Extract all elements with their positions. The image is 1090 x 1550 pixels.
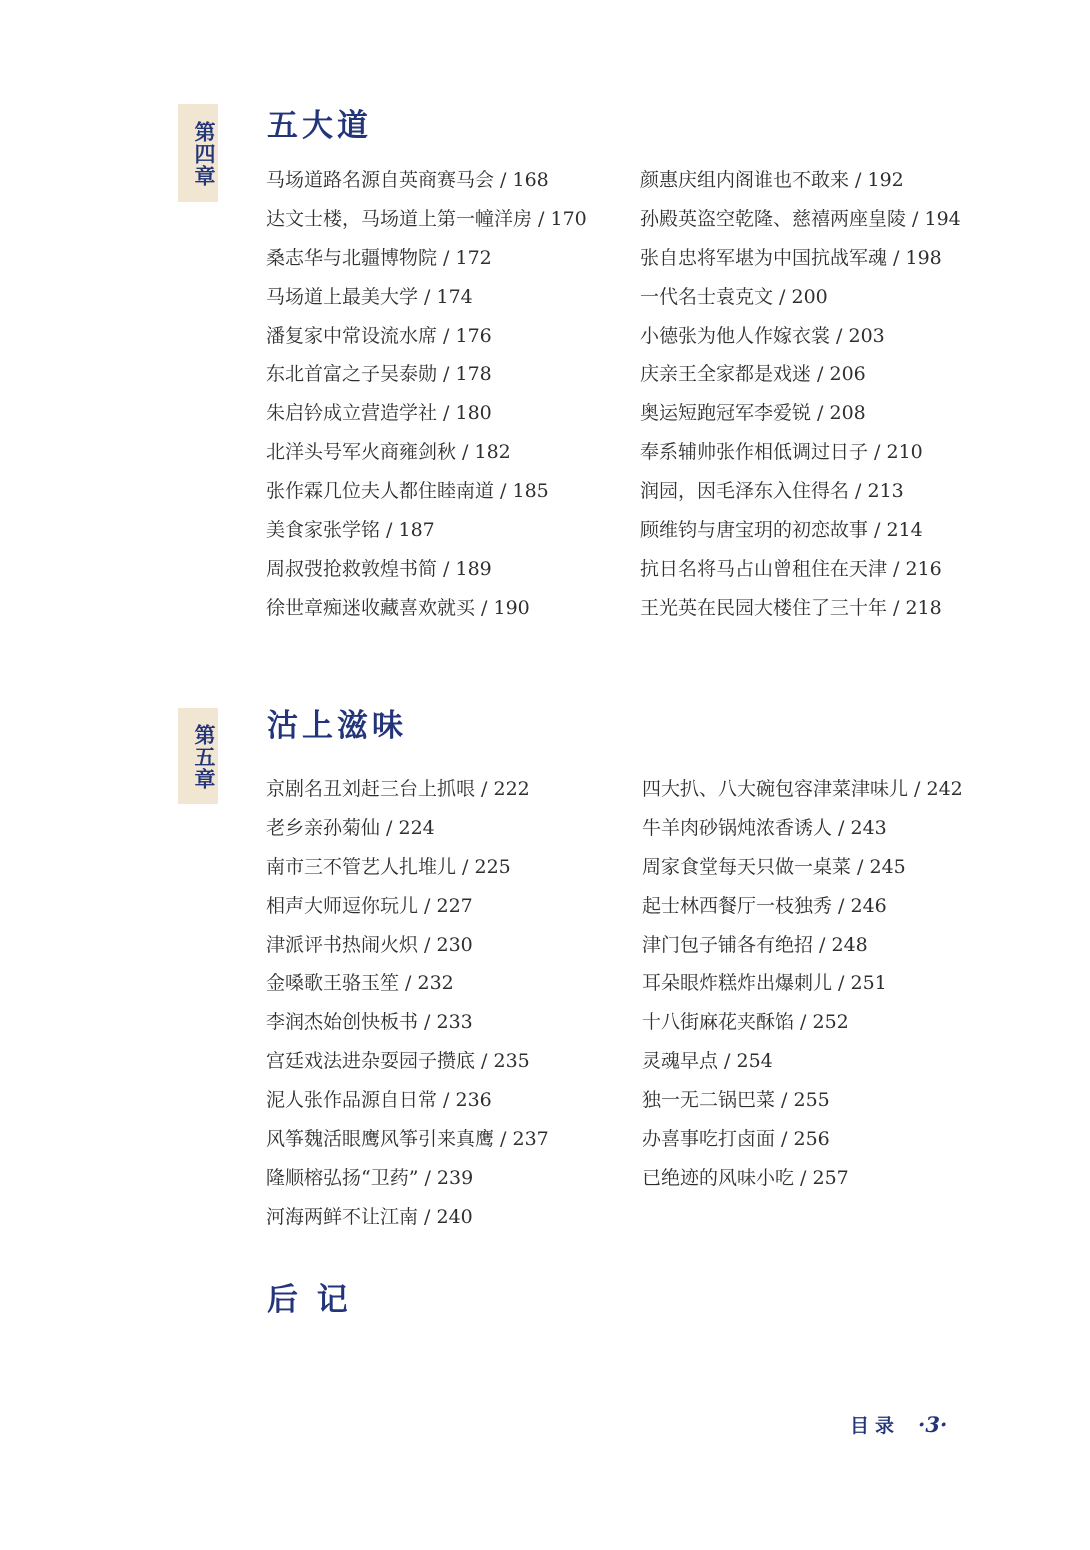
toc-entry[interactable]: 润园，因毛泽东入住得名 / 213: [640, 480, 904, 503]
footer-label: 目录: [850, 1415, 901, 1437]
toc-entry[interactable]: 奉系辅帅张作相低调过日子 / 210: [640, 441, 923, 464]
toc-entry[interactable]: 十八街麻花夹酥馅 / 252: [642, 1011, 849, 1034]
toc-entry[interactable]: 张自忠将军堪为中国抗战军魂 / 198: [640, 246, 942, 269]
toc-entry[interactable]: 马场道上最美大学 / 174: [266, 285, 473, 308]
toc-entry[interactable]: 周叔弢抢救敦煌书简 / 189: [266, 557, 492, 580]
toc-entry[interactable]: 达文士楼，马场道上第一幢洋房 / 170: [266, 207, 587, 230]
toc-entry[interactable]: 奥运短跑冠军李爱锐 / 208: [640, 402, 866, 425]
toc-entry[interactable]: 金嗓歌王骆玉笙 / 232: [266, 972, 454, 995]
toc-entry[interactable]: 徐世章痴迷收藏喜欢就买 / 190: [266, 596, 530, 619]
toc-entry[interactable]: 起士林西餐厅一枝独秀 / 246: [642, 894, 887, 917]
toc-entry[interactable]: 李润杰始创快板书 / 233: [266, 1011, 473, 1034]
toc-entry[interactable]: 津门包子铺各有绝招 / 248: [642, 933, 868, 956]
page-number: ·3·: [918, 1412, 948, 1437]
toc-entry[interactable]: 小德张为他人作嫁衣裳 / 203: [640, 324, 885, 347]
toc-entry[interactable]: 耳朵眼炸糕炸出爆刺儿 / 251: [642, 972, 887, 995]
toc-entry[interactable]: 孙殿英盗空乾隆、慈禧两座皇陵 / 194: [640, 207, 961, 230]
toc-entry[interactable]: 独一无二锅巴菜 / 255: [642, 1089, 830, 1112]
toc-entry[interactable]: 颜惠庆组内阁谁也不敢来 / 192: [640, 169, 904, 191]
chapter-5-tag: 第五章: [178, 708, 218, 804]
toc-entry[interactable]: 北洋头号军火商雍剑秋 / 182: [266, 441, 511, 464]
toc-entry[interactable]: 美食家张学铭 / 187: [266, 519, 435, 542]
toc-entry[interactable]: 风筝魏活眼鹰风筝引来真鹰 / 237: [266, 1128, 549, 1151]
toc-entry[interactable]: 潘复家中常设流水席 / 176: [266, 324, 492, 347]
toc-entry[interactable]: 张作霖几位夫人都住睦南道 / 185: [266, 480, 549, 503]
chapter-5-left-list: [266, 770, 549, 1237]
toc-entry[interactable]: 朱启钤成立营造学社 / 180: [266, 402, 492, 425]
toc-entry[interactable]: 桑志华与北疆博物院 / 172: [266, 246, 492, 269]
toc-entry[interactable]: 南市三不管艺人扎堆儿 / 225: [266, 855, 511, 878]
toc-entry[interactable]: 抗日名将马占山曾租住在天津 / 216: [640, 557, 942, 580]
toc-entry[interactable]: 牛羊肉砂锅炖浓香诱人 / 243: [642, 816, 887, 839]
chapter-4-tag: 第四章: [178, 104, 218, 202]
toc-entry[interactable]: 泥人张作品源自日常 / 236: [266, 1089, 492, 1112]
toc-entry[interactable]: 老乡亲孙菊仙 / 224: [266, 816, 435, 839]
page-footer: [850, 1410, 947, 1441]
toc-entry[interactable]: 马场道路名源自英商赛马会 / 168: [266, 169, 549, 191]
toc-entry[interactable]: 灵魂早点 / 254: [642, 1050, 773, 1073]
toc-entry[interactable]: 顾维钧与唐宝玥的初恋故事 / 214: [640, 519, 923, 542]
toc-entry[interactable]: 王光英在民园大楼住了三十年 / 218: [640, 596, 942, 619]
toc-entry[interactable]: 津派评书热闹火炽 / 230: [266, 933, 473, 956]
toc-entry[interactable]: 庆亲王全家都是戏迷 / 206: [640, 363, 866, 386]
toc-entry[interactable]: 隆顺榕弘扬“卫药” / 239: [266, 1166, 474, 1189]
toc-entry[interactable]: 宫廷戏法进杂耍园子攒底 / 235: [266, 1050, 530, 1073]
toc-entry[interactable]: 四大扒、八大碗包容津菜津味儿 / 242: [642, 778, 963, 800]
toc-entry[interactable]: 已绝迹的风味小吃 / 257: [642, 1166, 849, 1189]
chapter-5-right-list: [642, 770, 963, 1198]
chapter-4-right-list: [640, 161, 961, 628]
chapter-4-title: 五大道: [267, 108, 372, 144]
toc-entry[interactable]: 京剧名丑刘赶三台上抓哏 / 222: [266, 778, 530, 800]
toc-entry[interactable]: 办喜事吃打卤面 / 256: [642, 1128, 830, 1151]
postscript-title[interactable]: 后 记: [267, 1282, 352, 1318]
toc-entry[interactable]: 周家食堂每天只做一桌菜 / 245: [642, 855, 906, 878]
toc-entry[interactable]: 东北首富之子吴泰勋 / 178: [266, 363, 492, 386]
toc-entry[interactable]: 河海两鲜不让江南 / 240: [266, 1205, 473, 1228]
toc-entry[interactable]: 一代名士袁克文 / 200: [640, 285, 828, 308]
toc-entry[interactable]: 相声大师逗你玩儿 / 227: [266, 894, 473, 917]
chapter-4-left-list: [266, 161, 587, 628]
chapter-5-title: 沽上滋味: [267, 708, 407, 744]
